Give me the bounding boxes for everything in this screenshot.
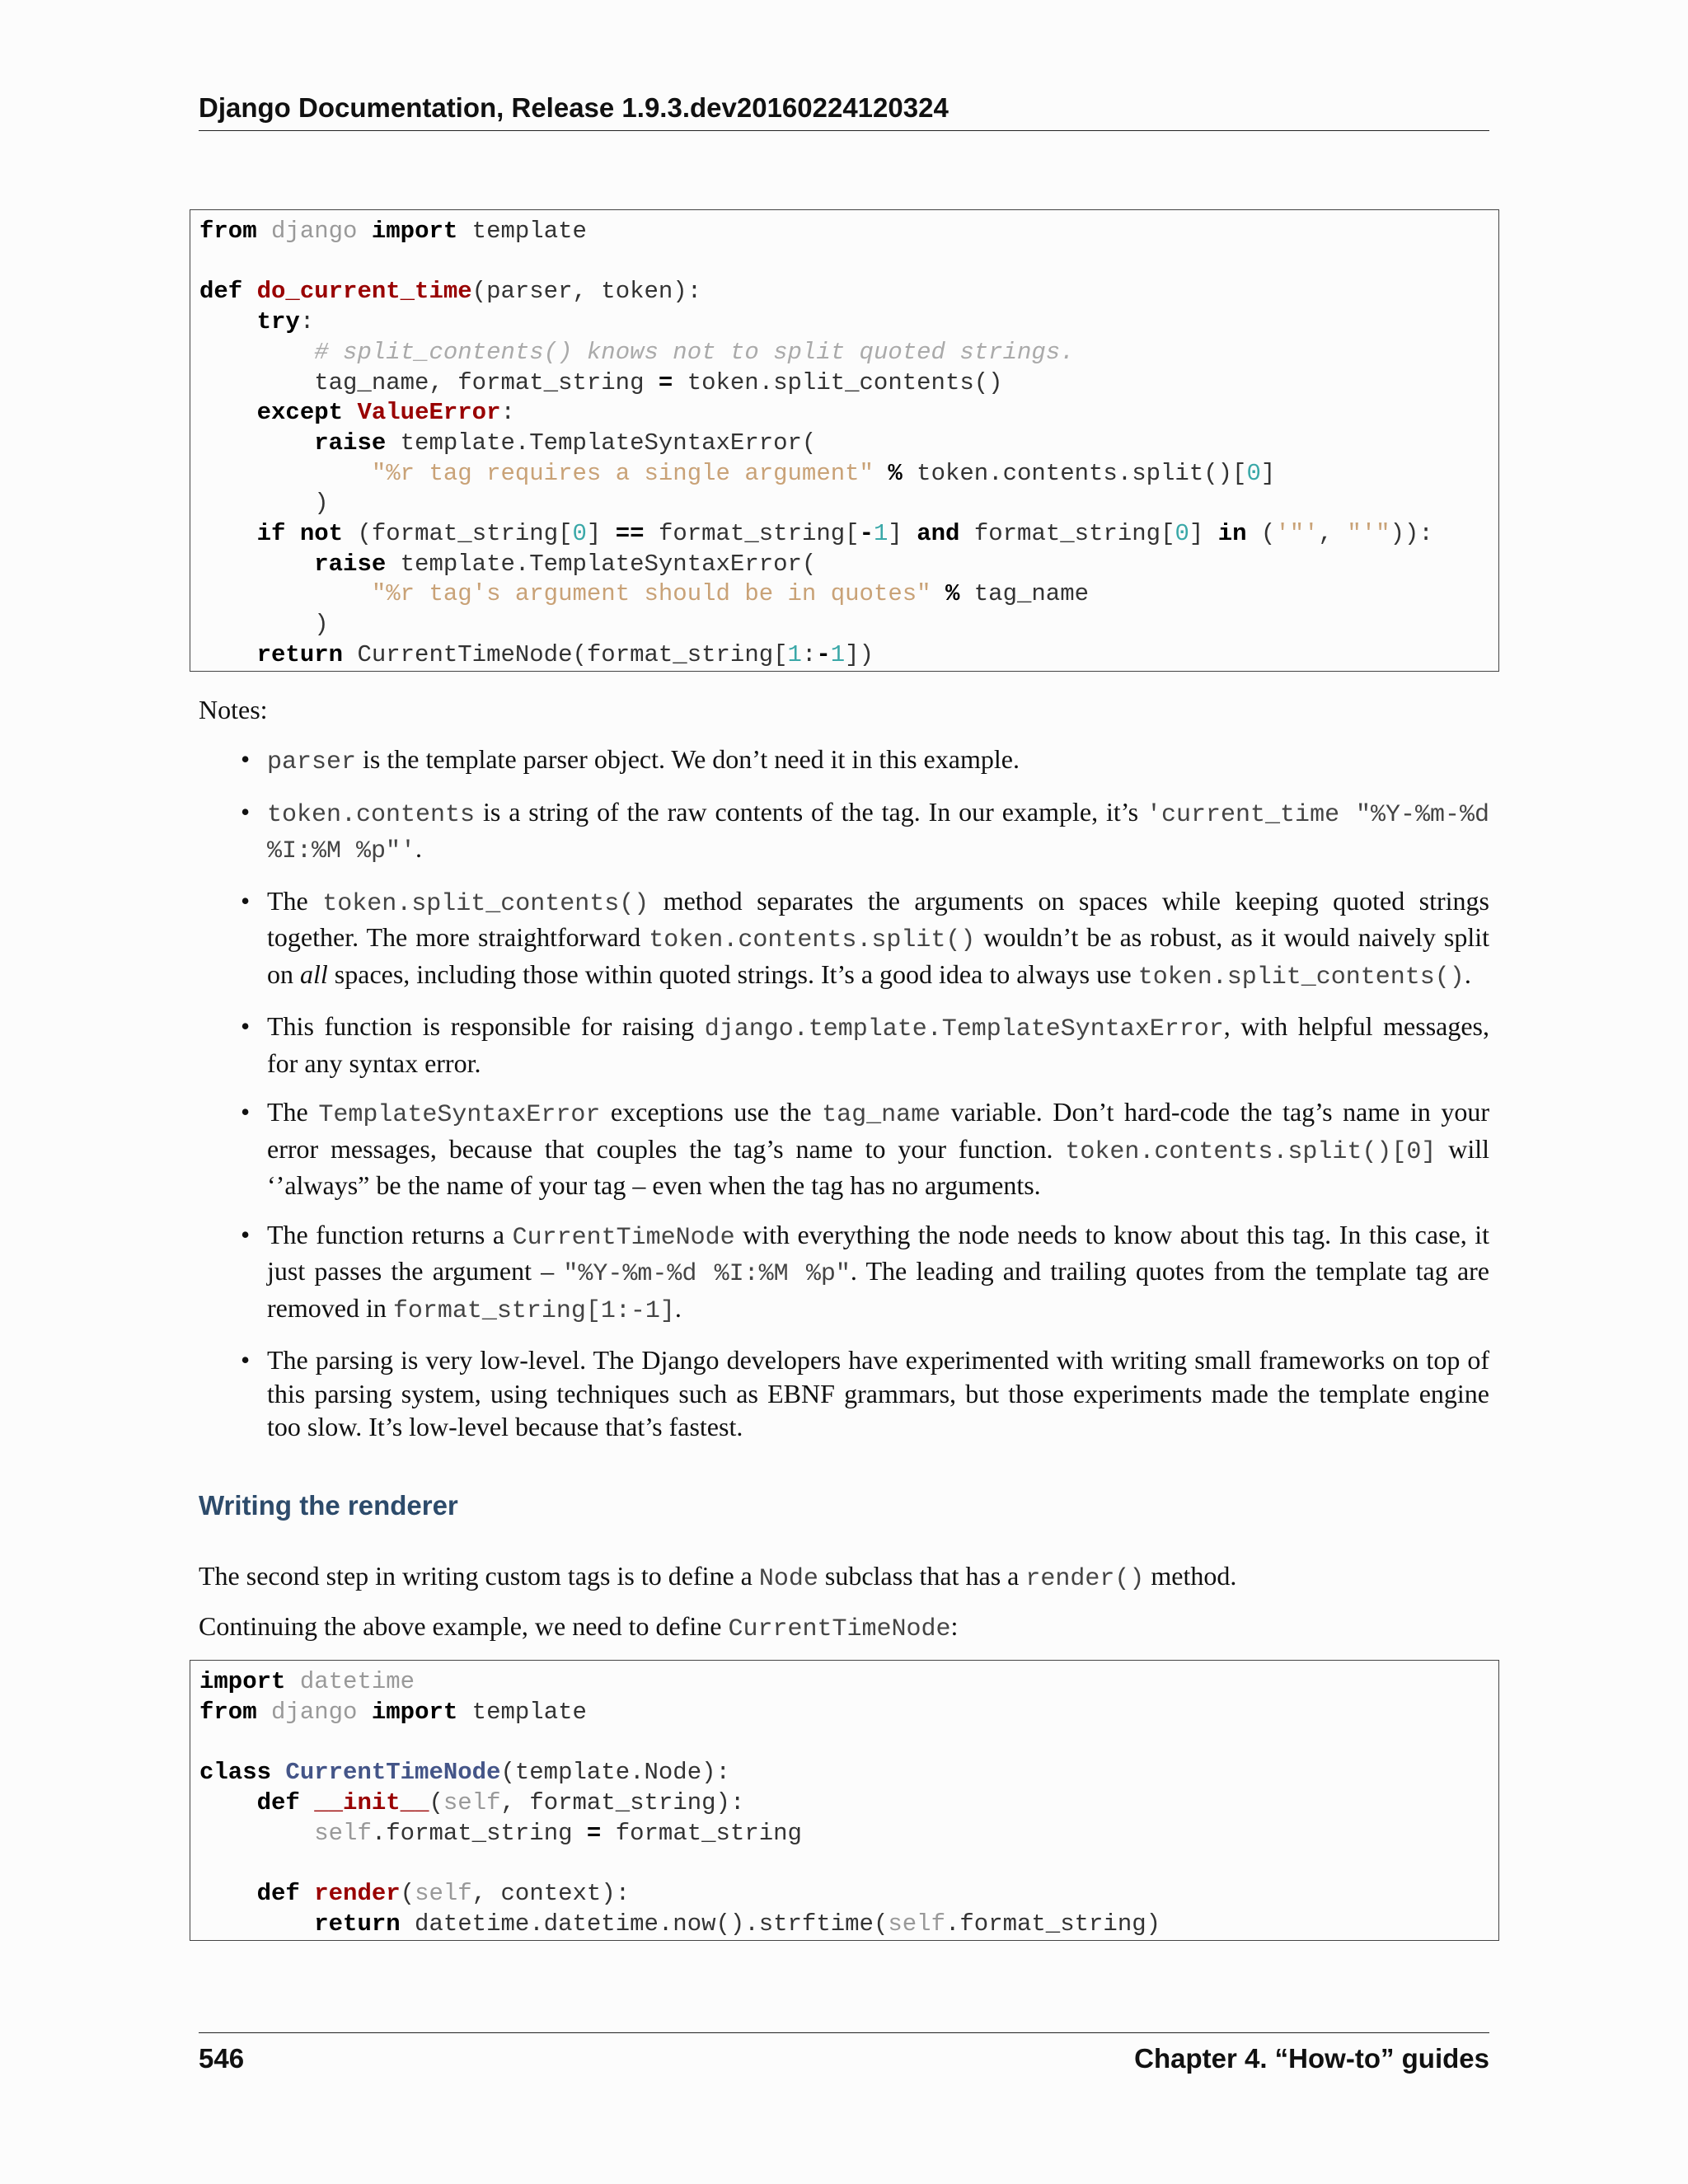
inline-code: django.template.TemplateSyntaxError xyxy=(704,1015,1224,1043)
code-token: template.TemplateSyntaxError( xyxy=(386,550,817,578)
code-token: ] xyxy=(1260,459,1276,487)
code-token: format_string[ xyxy=(959,520,1175,548)
code-token: from xyxy=(199,218,257,245)
code-token: format_string xyxy=(601,1819,802,1847)
code-token xyxy=(199,1789,257,1816)
inline-code: CurrentTimeNode xyxy=(728,1615,951,1643)
code-token xyxy=(199,1880,257,1907)
code-token: import xyxy=(371,218,458,245)
inline-code: parser xyxy=(267,748,357,776)
inline-code: token.split_contents() xyxy=(1137,963,1465,991)
text-run: wouldn’t be as robust, as it would naively split on xyxy=(267,922,1490,989)
code-token xyxy=(199,641,257,668)
page-number: 546 xyxy=(199,2043,245,2074)
code-token: 1 xyxy=(787,640,802,668)
code-token: 1 xyxy=(874,520,889,548)
code-token: self xyxy=(415,1879,472,1907)
code-token xyxy=(357,218,371,245)
list-item xyxy=(199,1095,1489,1202)
code-token xyxy=(199,460,372,487)
code-token: '"' xyxy=(1275,520,1319,548)
text-run: The parsing is very low-level. The Django developers have experimented with writing small frameworks on top of this parsing system, using techniques such as EBNF grammars, but those experiments made the template engine too slow. It’s low-level because that’s fastest. xyxy=(267,1345,1489,1441)
code-token: try xyxy=(256,308,300,336)
code-token: except xyxy=(256,399,344,427)
text-run: The second step in writing custom tags is to define a xyxy=(199,1561,759,1591)
code-token: , context): xyxy=(471,1879,631,1907)
code-token xyxy=(199,339,314,366)
inline-code: token.contents.split()[0] xyxy=(1065,1137,1437,1166)
text-run: subclass that has a xyxy=(818,1561,1026,1591)
text-run: with everything the node needs to know about this tag. In this case, it just passes the argument – xyxy=(267,1219,1490,1286)
code-token xyxy=(199,308,257,335)
code-token: ( xyxy=(400,1879,415,1907)
text-run: , with helpful messages, for any syntax error. xyxy=(267,1011,1490,1078)
code-token xyxy=(199,399,257,426)
code-token: template xyxy=(457,1698,587,1726)
code-token: .format_string) xyxy=(945,1910,1161,1938)
code-token: return xyxy=(314,1910,401,1938)
code-token: self xyxy=(443,1788,501,1816)
code-token: render xyxy=(314,1879,401,1907)
list-item xyxy=(199,884,1489,995)
text-run: method separates the arguments on spaces while keeping quoted strings together. The more straightforward xyxy=(267,885,1490,952)
inline-code: render() xyxy=(1025,1565,1145,1593)
code-token: (parser, token): xyxy=(471,278,702,306)
text-run: is a string of the raw contents of the tag. In our example, it’s xyxy=(475,796,1147,827)
list-item xyxy=(199,1343,1489,1444)
code-token: ( xyxy=(1246,520,1276,548)
code-token: tag_name, format_string xyxy=(199,368,659,396)
text-run: exceptions use the xyxy=(600,1097,823,1127)
code-token: .format_string xyxy=(371,1819,587,1847)
code-token xyxy=(199,1910,314,1938)
text-run: is the template parser object. We don’t need it in this example. xyxy=(356,744,1020,774)
code-token: and xyxy=(917,520,960,548)
list-item xyxy=(199,795,1489,869)
code-token xyxy=(257,1699,271,1726)
notes-list xyxy=(199,743,1489,1460)
code-token: def xyxy=(256,1879,300,1907)
text-run: variable. Don’t hard-code the tag’s name in your error messages, because that couples the tag’s name to your function. xyxy=(267,1097,1490,1164)
code-token xyxy=(285,1668,299,1695)
code-token: template xyxy=(457,218,587,245)
text-run: . xyxy=(674,1292,682,1323)
code-token: from xyxy=(199,1698,257,1726)
inline-code: Node xyxy=(758,1565,818,1593)
code-listing xyxy=(199,217,1498,671)
code-token: - xyxy=(816,640,831,668)
inline-code: token.split_contents() xyxy=(322,889,649,918)
code-token: , format_string): xyxy=(500,1788,745,1816)
running-header: Django Documentation, Release 1.9.3.dev20160224120324 xyxy=(199,92,1489,131)
code-token: "'" xyxy=(1347,520,1390,548)
code-token xyxy=(257,218,271,245)
code-token xyxy=(271,1759,285,1786)
code-token: )): xyxy=(1390,520,1433,548)
inline-code: "%Y-%m-%d %I:%M %p" xyxy=(563,1260,851,1288)
code-token xyxy=(199,580,372,607)
code-token: "%r tag's argument should be in quotes" xyxy=(371,580,931,608)
code-token: django xyxy=(271,1698,358,1726)
code-token xyxy=(285,520,299,547)
code-token: raise xyxy=(314,429,387,457)
inline-code: token.contents.split() xyxy=(649,926,976,954)
list-item xyxy=(199,1010,1489,1080)
inline-code: format_string[1:-1] xyxy=(392,1296,675,1325)
code-token: 1 xyxy=(830,640,846,668)
code-token: 0 xyxy=(572,520,587,548)
code-token: CurrentTimeNode(format_string[ xyxy=(343,640,788,668)
code-listing xyxy=(199,1667,1498,1939)
code-token: token.contents.split()[ xyxy=(902,459,1247,487)
text-run: : xyxy=(950,1611,959,1641)
code-token: def xyxy=(256,1788,300,1816)
text-run: spaces, including those within quoted strings. It’s a good idea to always use xyxy=(327,958,1138,989)
text-run: method. xyxy=(1144,1561,1237,1591)
code-token: if xyxy=(256,520,286,548)
code-token: __init__ xyxy=(314,1788,429,1816)
code-token: import xyxy=(199,1668,286,1695)
code-token: tag_name xyxy=(959,580,1090,608)
inline-code: 'current_time "%Y-%m-%d %I:%M %p"' xyxy=(267,800,1489,865)
text-run: . xyxy=(1464,958,1471,989)
code-token: ValueError xyxy=(357,399,501,427)
code-token: % xyxy=(945,580,960,608)
code-token: - xyxy=(859,520,874,548)
code-token: 0 xyxy=(1246,459,1261,487)
code-token: ) xyxy=(199,611,329,639)
code-token xyxy=(199,520,257,547)
paragraph xyxy=(199,1559,1489,1596)
text-run: The function returns a xyxy=(267,1219,513,1249)
text-run: . xyxy=(415,833,423,863)
code-token: : xyxy=(801,640,817,668)
code-token xyxy=(300,1789,314,1816)
notes-label: Notes: xyxy=(199,695,268,724)
code-token: class xyxy=(199,1759,272,1787)
code-token: ] xyxy=(1189,520,1218,548)
code-token: in xyxy=(1217,520,1247,548)
code-token: format_string[ xyxy=(644,520,860,548)
code-token: ] xyxy=(586,520,616,548)
code-token: = xyxy=(586,1819,602,1847)
text-run: Continuing the above example, we need to define xyxy=(199,1611,729,1641)
code-token: raise xyxy=(314,550,387,578)
code-token: template.TemplateSyntaxError( xyxy=(386,429,817,457)
code-token: datetime xyxy=(299,1668,415,1695)
code-token: 0 xyxy=(1175,520,1189,548)
code-token: return xyxy=(256,640,344,668)
chapter-title: Chapter 4. “How-to” guides xyxy=(1134,2043,1489,2074)
inline-code: TemplateSyntaxError xyxy=(318,1101,601,1129)
code-token: ( xyxy=(429,1788,443,1816)
paragraph xyxy=(199,1610,1489,1646)
code-token xyxy=(357,1699,371,1726)
code-token xyxy=(242,278,256,305)
code-token: : xyxy=(299,308,315,336)
code-token: datetime.datetime.now().strftime( xyxy=(400,1910,889,1938)
code-token: % xyxy=(888,459,903,487)
section-title: Writing the renderer xyxy=(199,1490,458,1521)
code-token xyxy=(199,429,314,457)
code-token: not xyxy=(299,520,344,548)
code-token xyxy=(199,1820,314,1847)
text-run: . The leading and trailing quotes from the template tag are removed in xyxy=(267,1256,1490,1323)
inline-code: token.contents xyxy=(267,800,476,829)
code-token xyxy=(199,551,314,578)
code-token: self xyxy=(314,1819,372,1847)
list-item xyxy=(199,1218,1489,1329)
code-token: , xyxy=(1318,520,1348,548)
code-block-do-current-time xyxy=(190,209,1499,672)
page-footer xyxy=(199,2032,1489,2074)
code-token xyxy=(931,580,945,607)
code-token: : xyxy=(500,399,515,427)
code-token: do_current_time xyxy=(256,278,472,306)
code-token: "%r tag requires a single argument" xyxy=(371,459,874,487)
text-run: The xyxy=(267,885,323,916)
code-token xyxy=(300,1880,314,1907)
code-block-current-time-node xyxy=(190,1660,1499,1941)
code-token: ) xyxy=(199,490,329,518)
code-token: token.split_contents() xyxy=(673,368,1003,396)
text-run: This function is responsible for raising xyxy=(267,1011,705,1041)
code-token: import xyxy=(371,1698,458,1726)
code-token xyxy=(343,399,357,426)
code-token xyxy=(874,460,888,487)
text-run: The xyxy=(267,1097,319,1127)
code-token: == xyxy=(615,520,645,548)
list-item xyxy=(199,743,1489,780)
code-token: django xyxy=(271,218,358,245)
code-token: (template.Node): xyxy=(500,1759,730,1787)
code-token: ] xyxy=(888,520,917,548)
code-token: ]) xyxy=(845,640,874,668)
inline-code: tag_name xyxy=(822,1101,941,1129)
code-token: self xyxy=(888,1910,945,1938)
code-token: # split_contents() knows not to split quoted strings. xyxy=(314,338,1075,366)
text-run: will ‘’always” be the name of your tag – even when the tag has no arguments. xyxy=(267,1133,1490,1200)
code-token: = xyxy=(658,368,673,396)
emphasis: all xyxy=(300,958,328,989)
code-token: CurrentTimeNode xyxy=(285,1759,501,1787)
code-token: (format_string[ xyxy=(343,520,573,548)
inline-code: CurrentTimeNode xyxy=(512,1223,735,1252)
code-token: def xyxy=(199,278,243,306)
